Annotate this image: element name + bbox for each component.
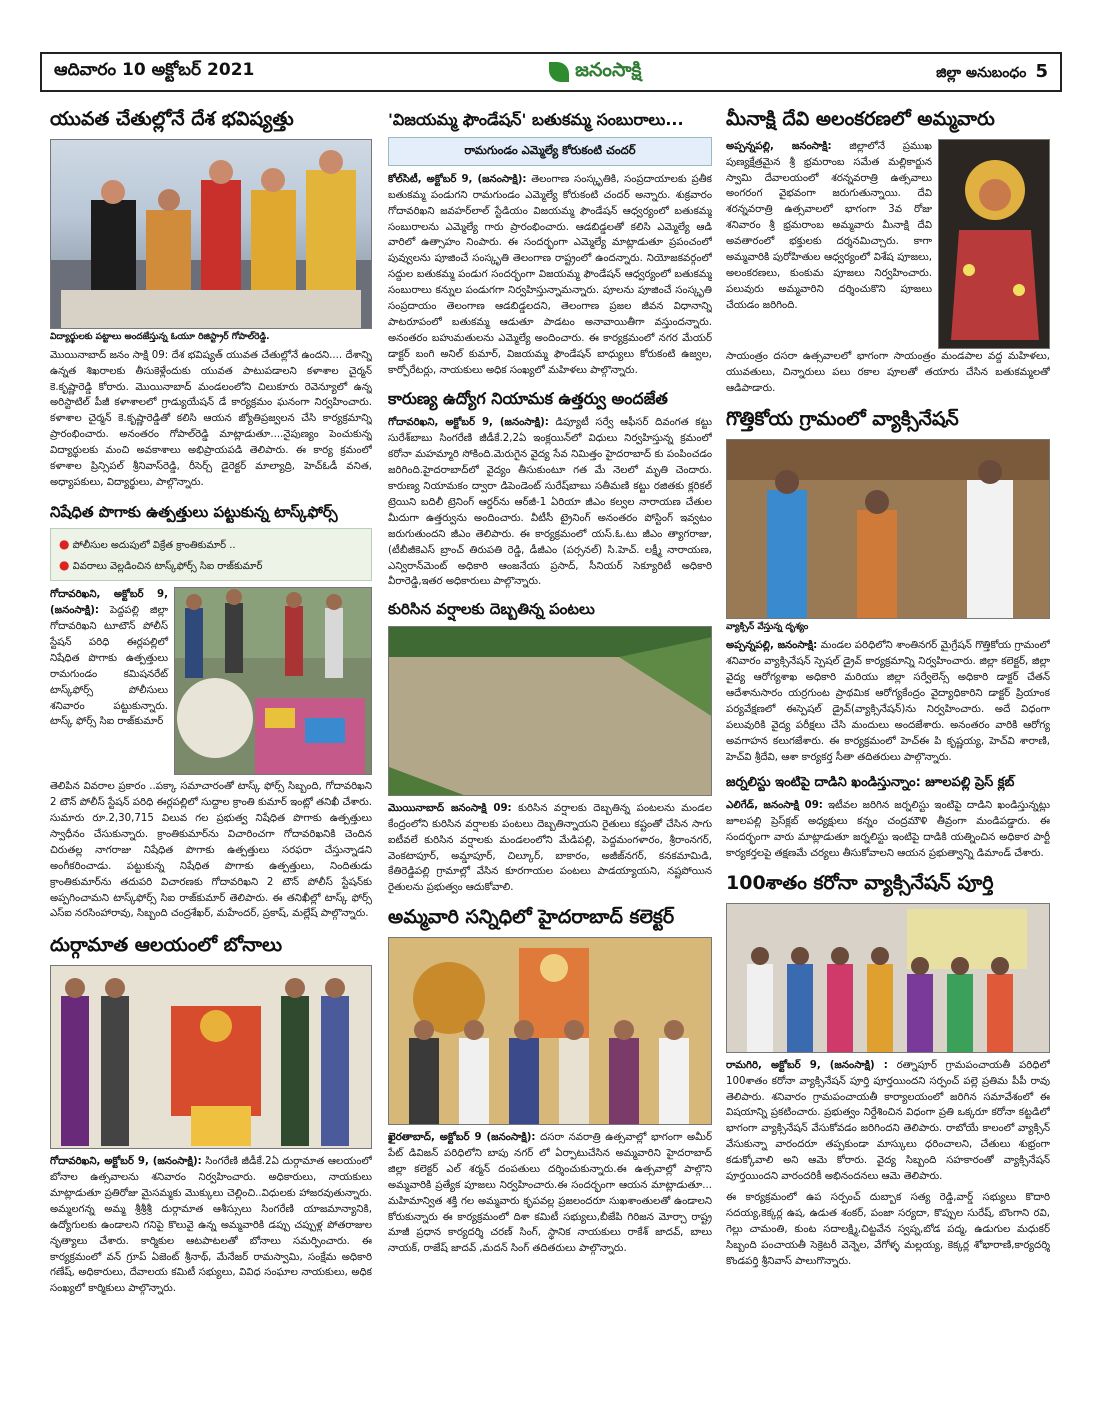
column-middle — [388, 104, 712, 1257]
highlight-item: ● వివరాలు వెల్లడించిన టాస్క్‌ఫోర్స్ సిఐ రాజ్‌కుమార్ — [59, 557, 263, 572]
text-photo-wrap — [726, 139, 1050, 349]
article-title: 100శాతం కరోనా వ్యాక్సినేషన్ పూర్తి — [726, 871, 994, 894]
dateline: గోదావరిఖని, అక్టోబర్ 9, (జనంసాక్షి): — [50, 589, 168, 617]
graduation-photo — [50, 139, 372, 329]
vaccination-meeting-photo — [726, 903, 1050, 1053]
article-body: ఎలిగేడ్, జనంసాక్షి 09: ఇటీవల జరిగిన జర్నలిస్టు ఇంటిపై దాడిని ఖండిస్తున్నట్లు జూలపల్లి ప్రెస్‌క్లబ్ అధ్యక్షులు కన్నం చంద్రమౌళి తీవ్రంగా మండిపడ్డారు. ఈ సందర్భంగా వారు మాట్లాడుతూ జర్నలిస్టు ఇంటిపై దాడికి యత్నించిన అధికార పార్టీ కార్యకర్తలపై తక్షణమే చర్యలు తీసుకోవాలని ఆయన ప్రభుత్వాన్ని డిమాండ్ చేశారు. — [726, 800, 1050, 860]
goddess-illustration — [939, 140, 1050, 349]
article-body: గోదావరిఖని, అక్టోబర్ 9, (జనంసాక్షి): డిప్యూటీ సర్వే ఆఫీసర్ దివంగత కట్టు సురేశ్‌బాబు సింగరేణి జీడీకే.2,2ఏ ఇంక్లయిన్‌లో విధులు నిర్వహిస్తున్న క్రమంలో కరోనా మహమ్మారి సోకింది.మెరుగైన వైద్య సేవ నిమిత్తం హైదరాబాద్ కు పంపించడం జరిగింది.హైదరాబాద్‌లో వైద్యం తీసుకుంటూ గత మే నెలలో మృతి చెందారు. కారుణ్య నియామకం ద్వారా డిపెండెంట్ సురేష్‌బాబు సతీమణి కట్టు రజితకు క్లరికల్ ట్రెయిని బదిలీ ట్రెనింగ్ ఆర్డర్‌ను ఆర్‌జీ-1 ఏరియా జీఎం కల్వల నారాయణ చేతుల మీదుగా ఉత్తర్వును అందించారు. వీటీసీ ట్రైనింగ్ అనంతరం పోస్టింగ్ ఇవ్వటం జరుగుతుందని జీఎం తెలిపారు. ఈ కార్యక్రమంలో యస్.ఓ.టు జీఎం త్యాగరాజు, (టీబీజీకెఎస్ బ్రాంచ్ తిరుపతి రెడ్డి, డీజీఎం (పర్సనల్) సి.హెచ్. లక్ష్మీ నారాయణ, ఎన్విరాన్‌మెంట్ అధికారి ఆంజనేయ ప్రసాద్, సీనియర్ సెక్యూరిటీ అధికారి వీరారెడ్డి,ఇతర అధికారులు పాల్గొన్నారు. — [388, 417, 712, 588]
column-right — [726, 104, 1050, 1270]
column-left — [50, 104, 372, 1297]
logo-text: జనంసాక్షి — [575, 58, 642, 81]
article-title: కారుణ్య ఉద్యోగ నియామక ఉత్తర్వు అందజేత — [388, 388, 668, 408]
newspaper-logo — [549, 59, 641, 86]
narrow-text — [50, 587, 168, 775]
dateline: గోదావరిఖని, అక్టోబర్ 9, (జనంసాక్షి): — [50, 1156, 202, 1168]
article-title: మీనాక్షి దేవి అలంకరణలో అమ్మవారు — [726, 108, 995, 130]
article-body: రామగిరి, అక్టోబర్ 9, (జనంసాక్షి) : రత్నాపూర్ గ్రామపంచాయతీ పరిధిలో 100శాతం కరోనా వ్యాక్సినేషన్ పూర్తి పూర్తయిందని సర్పంచ్ పల్లె ప్రతిమ పీపీ రావు తెలిపారు. శనివారం గ్రామపంచాయతీ కార్యాలయంలో జరిగిన సమావేశంలో ఈ విషయాన్ని ప్రకటించారు. ప్రభుత్వం నిర్దేశించిన విధంగా ప్రతి ఒక్కరూ కరోనా కట్టడిలో భాగంగా వ్యాక్సినేషన్ వేసుకోవడం జరిగిందని తెలిపారు. రాబోయే కాలంలో వ్యాక్సిన్ వేసుకున్నా వారందరూ తప్పకుండా మాస్కులు ధరించాలని, చేతులు శుభ్రంగా కడుక్కోవాలి అని ఆమె కోరారు. వైద్య సిబ్బంది సహకారంతో వ్యాక్సినేషన్ పూర్తయిందని వారందరికీ అభినందనలు ఆమె తెలిపారు. — [726, 1059, 1050, 1183]
article-body: జిల్లాలోనే ప్రముఖ పుణ్యక్షేత్రమైన శ్రీ భ్రమరాంబ సమేత మల్లికార్జున స్వామి దేవాలయంలో శరన్నవరాత్రి ఉత్సవాలు అంగరంగ వైభవంగా జరుగుతున్నాయి. దేవి శరన్నవరాత్రి ఉత్సవాలలో భాగంగా 3వ రోజు శనివారం శ్రీ భ్రమరాంబ అమ్మవారు మీనాక్షి దేవి అవతారంలో భక్తులకు దర్శనమిచ్చారు. కాగా అమ్మవారికి పురోహితుల ఆధ్వర్యంలో విశేష పూజలు, అలంకరణలు, కుంకుమ పూజలు నిర్వహించారు. పలువురు అమ్మవారిని దర్శించుకొని పూజలు చేయడం జరిగింది. — [726, 140, 932, 311]
flooded-crops-photo — [388, 626, 712, 796]
page-section — [936, 61, 1048, 84]
article-title: దుర్గామాత ఆలయంలో బోనాలు — [50, 934, 283, 957]
article-title: గొత్తికోయ గ్రామంలో వ్యాక్సినేషన్ — [726, 408, 959, 431]
vaccination-illustration — [727, 440, 1050, 619]
article-body: అప్పన్నపల్లి, జనంసాక్షి: మండల పరిధిలోని శాంతినగర్ మైగ్రేషన్ గొత్తికోయ గ్రామంలో శనివారం వ్యాక్సినేషన్ స్పెషల్ డ్రైవ్ కార్యక్రమాన్ని నిర్వహించారు. జిల్లా కలెక్టర్, జిల్లా వైద్య ఆరోగ్యశాఖ అధికారి మరియు జిల్లా సర్వేలెన్స్ అధికారి డాక్టర్ చేతన్ ఆదేశానుసారం యర్రగుంట ప్రాథమిక ఆరోగ్యకేంద్రం వైద్యాధికారిని డాక్టర్ ప్రియాంక పర్యవేక్షణలో ఈస్పెషల్ డ్రైవ్(వ్యాక్సినేషన్)ను నిర్వహించారు. అదే విధంగా పలువురికి వైద్య పరీక్షలు చేసి మందులు అందజేశారు. అనంతరం వారికి ఆరోగ్య అవగాహన కలుగజేశారు. ఈ కార్యక్రమంలో హెచ్ఈ పి కృష్ణయ్య, హెచ్‌వి శారాణి, హెచ్‌వి శ్రీదేవి, ఆశా కార్యకర్త సీతా తదితరులు పాల్గొన్నారు. — [726, 640, 1050, 763]
highlight-item: ● పోలీసుల అదుపులో విక్రేత క్రాంతికుమార్ .. — [59, 537, 236, 552]
highlights-box — [50, 528, 372, 581]
dateline: గోదావరిఖని, అక్టోబర్ 9, (జనంసాక్షి): — [388, 417, 549, 429]
issue-date: ఆదివారం 10 అక్టోబర్ 2021 — [54, 60, 255, 80]
vaccination-photo — [726, 439, 1050, 619]
article-body: మొయినాబాద్ జనం సాక్షి 09: దేశ భవిష్యత్ యువత చేతుల్లోనే ఉందని.... దేశాన్ని ఉన్నత శిఖరాలకు తీసుకెళ్లేందుకు యువత పాటుపడాలని కళాశాల చైర్మన్ కె.కృష్ణారెడ్డి కోరారు. మొయినాబాద్ మండలంలోని చిలుకూరు రెవెన్యూలో ఉన్న అరిస్టాటిల్ పీజీ కళాశాలలో గ్రాడ్యుయేషన్ డే కార్యక్రమం ఘనంగా నిర్వహించారు. కళాశాల చైర్మన్ కె.కృష్ణారెడ్డితో కలిసి ఆయన జ్యోతిప్రజ్వలన చేసి కార్యక్రమాన్ని ప్రారంభించారు. అనంతరం గోపాల్‌రెడ్డి మాట్లాడుతూ....నైపుణ్యం పెంచుకున్న విద్యార్థులకు మంచి అవకాశాలు అభిప్రాయపడి తెలిపారు. ఈ కార్య క్రమంలో కళాశాల ప్రిన్సిపల్ శ్రీనివాస్‌రెడ్డి, రీసెర్చ్ డైరెక్టర్ మాల్యాద్రి, హెచ్‌ఓడీ వనిత, అధ్యాపకులు, విద్యార్థులు, పాల్గొన్నారు. — [50, 349, 372, 488]
meeting-illustration — [727, 904, 1050, 1053]
page-number: 5 — [1035, 60, 1048, 82]
collector-temple-photo — [388, 937, 712, 1125]
bonalu-photo — [50, 965, 372, 1149]
flood-illustration — [389, 627, 712, 796]
article-body: ఈ కార్యక్రమంలో ఉప సర్పంచ్ దుబ్బాక సత్య రెడ్డి,వార్డ్ సభ్యులు కొదారి సదయ్య,కెక్కర్ల ఉష, ఉడుత శంకర్, పంజా సర్యదా, కొప్పుల సురేష్, బొంగాని రవి, గెల్లు చామంతి, కుంట సదాలక్ష్మి,చిట్టవేన స్వప్న,బోడ పద్మ, ఉడుగుల మధుకర్ సిబ్బంది పంచాయతీ సెక్రెటరీ వెన్నెల, వేగోళ్ళ మల్లయ్య, కెక్కర్ల శోభారాణి,కార్యదర్శి కొండపర్తి శ్రీనివాస్ పాలుగొన్నారు. — [726, 1191, 1050, 1267]
section-name: జిల్లా అనుబంధం — [936, 64, 1027, 81]
dateline: అప్పన్నపల్లి, జనంసాక్షి: — [726, 640, 818, 652]
goddess-photo — [938, 139, 1050, 349]
article-title: కురిసిన వర్షాలకు దెబ్బతిన్న పంటలు — [388, 600, 595, 619]
temple-illustration — [389, 938, 712, 1125]
graduation-illustration — [51, 140, 372, 329]
dateline: రామగిరి, అక్టోబర్ 9, (జనంసాక్షి) : — [726, 1059, 888, 1071]
article-body: సాయంత్రం దసరా ఉత్సవాలలో భాగంగా సాయంత్రం మండపాల వద్ద మహిళలు, యువతులు, చిన్నారులు పలు రకాల పూలతో తయారు చేసిన బతుకమ్మలతో ఆడిపాడారు. — [726, 350, 1050, 394]
article-body: తెలిపిన వివరాల ప్రకారం ..పక్కా సమాచారంతో టాస్క్ ఫోర్స్ సిబ్బంది, గోదావరిఖని 2 టౌన్ పోలీస్ స్టేషన్ పరిధి ఈర్లపల్లిలో సుద్దాల క్రాంతి కుమార్ ఇంట్లో తనిఖీ చేశారు. సుమారు రూ.2,30,715 విలువ గల ప్రభుత్వ నిషేధిత పొగాకు ఉత్పత్తులు స్వాధీనం చేసుకున్నారు. క్రాంతికుమార్‌ను విచారించగా గోదావరిఖనికి చెందిన చిరుతల్ల నాగరాజు నిషేధిత పొగాకు ఉత్పత్తులు సరఫరా చేస్తున్నాడని అంగీకరించాడు. పట్టుకున్న నిషేధిత పొగాకు ఉత్పత్తులు, నిందితుడు క్రాంతికుమార్‌ను తదుపరి విచారణకు గోదావరిఖని 2 టౌన్ పోలీస్ స్టేషన్‌కు అప్పగించామని టాస్క్‌ఫోర్స్ సిఐ రాజ్‌కుమార్ తెలిపారు. ఈ తనిఖీల్లో టాస్క్ ఫోర్స్ ఎస్ఐ నరసింహారావు, సిబ్బంది చంద్రశేఖర్, మహేందర్, ప్రకాష్, మల్లేష్ పాల్గొన్నారు. — [50, 781, 372, 920]
bullet-icon: ● — [59, 537, 70, 552]
photo-caption: విద్యార్థులకు పట్టాలు అందజేస్తున్న ఓయూ రిజిస్ట్రార్ గోపాల్‌రెడ్డి. — [50, 331, 270, 342]
seizure-illustration — [175, 588, 372, 775]
article-title: జర్నలిస్టు ఇంటిపై దాడిని ఖండిస్తున్నాం: జూలపల్లి ప్రెస్ క్లబ్ — [726, 775, 1015, 791]
article-body: గోదావరిఖని, అక్టోబర్ 9, (జనంసాక్షి): సింగరేణి జీడీకే.2ఏ దుర్గామాత ఆలయంలో బోనాల ఉత్సవాలను శనివారం నిర్వహించారు. అధికారులు, నాయకులు మాట్లాడుతూ ప్రతిరోజు మైసమ్మకు మొక్కులు చెల్లించి..విధులకు హాజరవుతున్నారు. అమ్మలగన్న అమ్మ శ్రీశ్రీశ్రీ దుర్గామాత ఆశీస్సులు సింగరేణి యాజమాన్యానికి, ఉద్యోగులకు ఉండాలని గనిపై కొలువై ఉన్న అమ్మవారికి డప్పు చప్పుళ్ల పోతరాజుల నృత్యాలు చేశారు. కార్మికుల ఆటపాటలతో బోనాలు సమర్పించారు. ఈ కార్యక్రమంలో వన్ గ్రూప్ ఏజెంట్ శ్రీనాథ్, మేనేజర్ రామస్వామి, సంక్షేమ అధికారి గణేష్, అధికారులు, దేవాలయ కమిటీ సభ్యులు, వివిధ సంఘాల నాయకులు, అధిక సంఖ్యలో కార్మికులు పాల్గొన్నారు. — [50, 1156, 372, 1295]
article-body: మొయినాబాద్ జనంసాక్షి 09: కురిసిన వర్షాలకు దెబ్బతిన్న పంటలను మండల కేంద్రంలోని కురిసిన వర్షాలకు పంటలు దెబ్బతిన్నాయని రైతులు కష్టంతో చేసిన సాగు ఐటీవలే కురిసిన వర్షాలకు మండలంలోని మేడిపల్లి, పెద్దమంగళారం, శ్రీరాంనగర్, వెంకటాపూర్, అమ్డాపూర్, చిల్కూర్, బాకారం, అజీజ్‌నగర్, కనకమామిడి, కేతిరెడ్డిపల్లి గ్రామాల్లో వేసిన కూరగాయల పంటలు పాడయ్యాయని, నష్టపోయిన రైతులను ప్రభుత్వం ఆదుకోవాలి. — [388, 802, 712, 894]
article-title: 'విజయమ్మ ఫౌండేషన్' బతుకమ్మ సంబురాలు... — [388, 110, 684, 129]
article-title: నిషేధిత పొగాకు ఉత్పత్తులు పట్టుకున్న టాస్క్‌ఫోర్స్ — [50, 502, 338, 521]
subheading-box: రామగుండం ఎమ్మెల్యే కోరుకంటి చందర్ — [388, 137, 712, 166]
leaf-logo-icon — [549, 62, 569, 82]
narrow-text — [726, 139, 932, 349]
tobacco-seizure-photo — [174, 587, 372, 775]
bonalu-illustration — [51, 966, 372, 1149]
article-title: అమ్మవారి సన్నిధిలో హైదరాబాద్ కలెక్టర్ — [388, 906, 675, 929]
dateline: కోల్‌సిటీ, అక్టోబర్ 9, (జనంసాక్షి): — [388, 173, 527, 185]
dateline: మొయినాబాద్ జనంసాక్షి 09: — [388, 802, 512, 814]
article-body: పెద్దపల్లి జిల్లా గోదావరిఖని టూటౌన్ పోలీస్ స్టేషన్ పరిధి ఈర్లపల్లిలో నిషేధిత పొగాకు ఉత్పత్తులు రామగుండం కమిషనరేట్ టాస్క్‌ఫోర్స్ పోలీసులు శనివారం పట్టుకున్నారు. టాస్క్ ఫోర్స్ సిఐ రాజ్‌కుమార్ — [50, 605, 168, 728]
article-body: కోల్‌సిటీ, అక్టోబర్ 9, (జనంసాక్షి): తెలంగాణ సంస్కృతికి, సంప్రదాయాలకు ప్రతీక బతుకమ్మ పండుగని రామగుండం ఎమ్మెల్యే కోరుకంటి చందర్ అన్నారు. శుక్రవారం గోదావరిఖని జవహర్‌లాల్ స్టేడియం విజయమ్మ ఫౌండేషన్ ఆధ్వర్యంలో బతుకమ్మ సంబురాలను ఎమ్మెల్యే గారు ప్రారంభించారు. ఆడబిడ్డలతో కలిసి ఎమ్మెల్యే ఆడి వారిలో ఉత్సాహం నింపారు. ఈ సందర్భంగా ఎమ్మెల్యే మాట్లాడుతూ ప్రపంచంలో పువ్వులను పూజించే సంస్కృతి తెలంగాణ రాష్ట్రంలో ఉందన్నారు. నియోజకవర్గంలో సద్దుల బతుకమ్మ పండుగ సందర్భంగా విజయమ్మ ఫౌండేషన్ ఆధ్వర్యంలో బతుకమ్మ సంబురాలు కన్నుల పండుగగా నిర్వహిస్తున్నామన్నారు. పూలను పూజించే సంస్కృతి సంప్రదాయం తెలంగాణ ఆడబిడ్డలదని, తెలంగాణ ప్రజల జీవన విధానాన్ని పాటరూపంలో బతుకమ్మ ఆడుతూ పాడటం అనావాయితీగా వస్తుందన్నారు. అనంతరం బహుమతులను ఎమ్మెల్యే అందించారు. ఈ కార్యక్రమంలో నగర మేయర్ డాక్టర్ బంగి అనిల్ కుమార్, విజయమ్మ ఫౌండేషన్ బాధ్యులు కోరుకంటి ఉజ్వల, కార్పోరేటర్లు, నాయకులు అధిక సంఖ్యలో మహిళలు పాల్గొన్నారు. — [388, 173, 712, 376]
article-title: యువత చేతుల్లోనే దేశ భవిష్యత్తు — [50, 108, 294, 130]
dateline: అప్పన్నపల్లి, జనంసాక్షి: — [726, 140, 832, 152]
dateline: ఖైరతాబాద్, అక్టోబర్ 9 (జనంసాక్షి): — [388, 1132, 536, 1144]
text-photo-wrap — [50, 587, 372, 775]
bullet-icon: ● — [59, 557, 70, 572]
article-body: ఖైరతాబాద్, అక్టోబర్ 9 (జనంసాక్షి): దసరా నవరాత్రి ఉత్సవాల్లో భాగంగా అమీర్ పేట్ డివిజన్ పరిధిలోని బాపు నగర్ లో ఏర్పాటుచేసిన అమ్మవారిని హైదరాబాద్ జిల్లా కలెక్టర్ ఎల్ శర్మన్ దంపతులు దర్శించుకున్నారు.ఈ ఉత్సవాల్లో పాల్గొని అమ్మవారికి ప్రత్యేక పూజలు నిర్వహించారు.ఈ సందర్భంగా ఆయన మాట్లాడుతూ... మహిమాన్విత శక్తి గల అమ్మవారు కృపవల్ల ప్రజలందరూ సుఖశాంతులతో ఉండాలని కోరుకున్నారు ఈ కార్యక్రమంలో దిశా కమిటీ సభ్యులు,బీజేపి గిరిజన మోర్చా రాష్ట్ర మాజీ ప్రధాన కార్యదర్శి చరణ్ సింగ్, స్థానిక నాయకులు రాకేశ్ జాదవ్, బాలు నాయక్, రాజేష్ జాదవ్ ,మదన్ సింగ్ తదితరులు పాల్గొన్నారు. — [388, 1132, 712, 1255]
dateline: ఎలిగేడ్, జనంసాక్షి 09: — [726, 800, 823, 812]
photo-caption: వ్యాక్సిన్ వేస్తున్న దృశ్యం — [726, 622, 809, 633]
masthead — [40, 52, 1062, 92]
